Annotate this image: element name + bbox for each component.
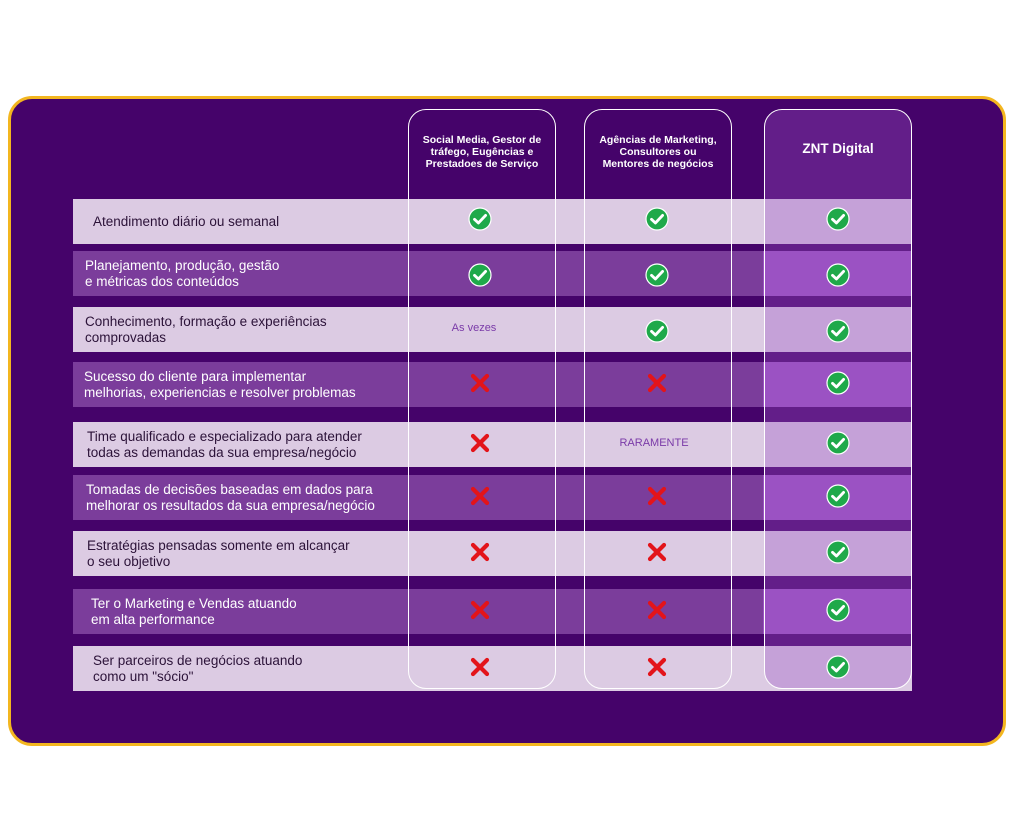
table-row [73,646,912,691]
check-icon [826,263,850,287]
check-icon [826,207,850,231]
check-icon [468,207,492,231]
table-row [73,475,912,520]
row-label: Time qualificado e especializado para atender todas as demandas da sua empresa/negócio [87,428,362,460]
row-label: Ter o Marketing e Vendas atuando em alta performance [91,595,297,627]
check-icon [826,540,850,564]
row-label: Atendimento diário ou semanal [93,213,280,229]
column-header-znt: ZNT Digital [802,141,874,156]
cross-icon [468,371,492,395]
row-label: Planejamento, produção, gestão e métricas dos conteúdos [85,257,280,289]
cross-icon [645,484,669,508]
check-icon [645,207,669,231]
cross-icon [468,540,492,564]
cross-icon [645,540,669,564]
check-icon [826,598,850,622]
column-header-freelancers: Social Media, Gestor de tráfego, Eugências e Prestadoes de Serviço [422,134,542,170]
check-icon [826,655,850,679]
check-icon [826,319,850,343]
cross-icon [468,484,492,508]
check-icon [468,263,492,287]
table-row [73,422,912,467]
cross-icon [645,598,669,622]
table-row [73,362,912,407]
cross-icon [468,655,492,679]
row-label: Conhecimento, formação e experiências comprovadas [85,313,327,345]
check-icon [645,263,669,287]
row-label: Ser parceiros de negócios atuando como um "sócio" [93,652,303,684]
cross-icon [645,371,669,395]
table-row [73,251,912,296]
check-icon [826,431,850,455]
check-icon [826,484,850,508]
row-label: Estratégias pensadas somente em alcançar o seu objetivo [87,537,350,569]
row-label: Tomadas de decisões baseadas em dados para melhorar os resultados da sua empresa/negócio [86,481,375,513]
table-row [73,199,912,244]
row-label: Sucesso do cliente para implementar melhorias, experiencias e resolver problemas [84,368,356,400]
column-header-agencies: Agências de Marketing, Consultores ou Mentores de negócios [599,134,717,170]
check-icon [645,319,669,343]
cell-text: RARAMENTE [619,437,689,449]
cross-icon [468,598,492,622]
cross-icon [645,655,669,679]
cell-text: As vezes [451,322,497,334]
table-row [73,531,912,576]
check-icon [826,371,850,395]
table-row [73,589,912,634]
cross-icon [468,431,492,455]
